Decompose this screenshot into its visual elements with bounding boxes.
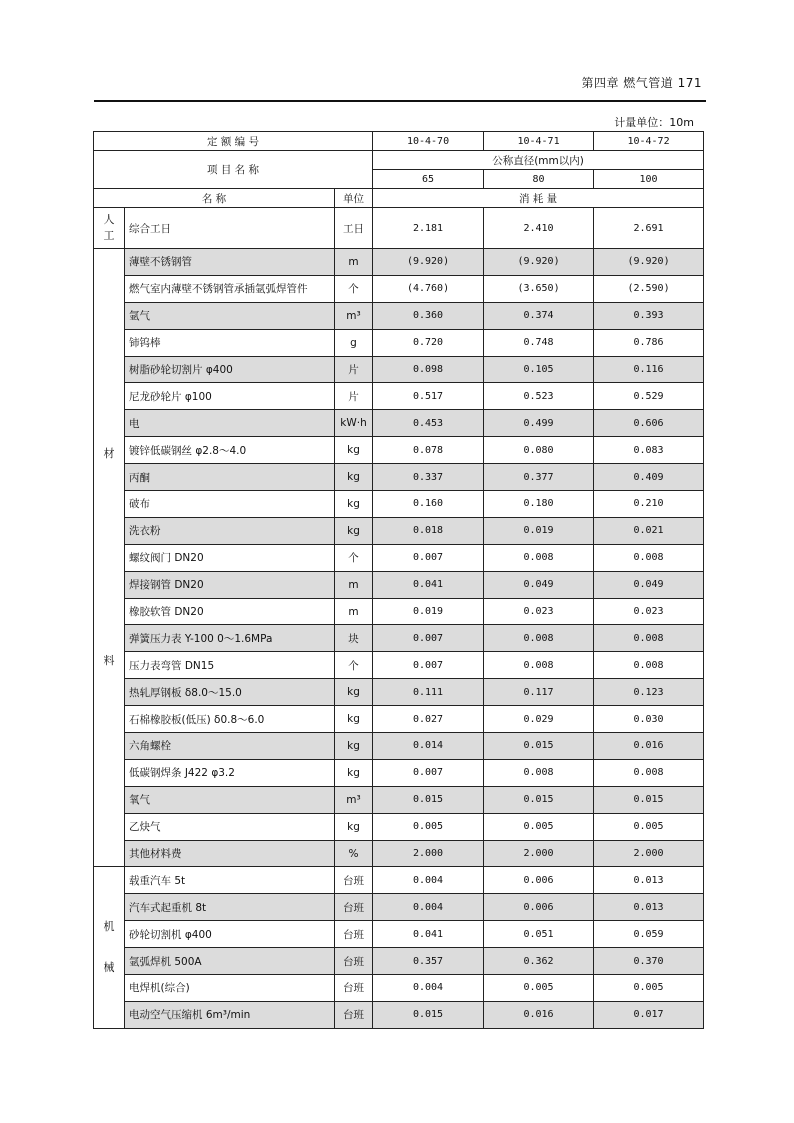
row-unit: 台班: [335, 948, 373, 975]
row-name: 镀锌低碳钢丝 φ2.8～4.0: [125, 437, 335, 464]
row-name: 燃气室内薄壁不锈钢管承插氩弧焊管件: [125, 275, 335, 302]
row-unit: g: [335, 329, 373, 356]
table-row: [94, 921, 704, 948]
row-value: 0.051: [484, 921, 594, 948]
row-value: 0.005: [594, 975, 704, 1002]
row-unit: kg: [335, 733, 373, 760]
row-unit: 台班: [335, 1001, 373, 1028]
row-value: 0.004: [373, 867, 484, 894]
category-char: 人: [103, 212, 115, 226]
row-value: (9.920): [373, 249, 484, 276]
row-unit: 个: [335, 652, 373, 679]
category-machine: [94, 867, 125, 1028]
row-unit: 工日: [335, 208, 373, 249]
table-row: [94, 571, 704, 598]
row-value: 0.008: [484, 625, 594, 652]
row-value: 0.029: [484, 706, 594, 733]
unit-note: 计量单位：10m: [614, 116, 694, 129]
row-value: 0.123: [594, 679, 704, 706]
row-value: 0.116: [594, 356, 704, 383]
row-name: 氩弧焊机 500A: [125, 948, 335, 975]
category-char: 材: [103, 447, 115, 461]
row-unit: kW·h: [335, 410, 373, 437]
table-row: [94, 759, 704, 786]
row-unit: 块: [335, 625, 373, 652]
row-value: 0.080: [484, 437, 594, 464]
row-value: 0.015: [484, 733, 594, 760]
row-value: 2.000: [594, 840, 704, 867]
table-row: [94, 813, 704, 840]
table-row: [94, 867, 704, 894]
row-value: 2.691: [594, 208, 704, 249]
row-name: 薄壁不锈钢管: [125, 249, 335, 276]
category-material: [94, 249, 125, 867]
table-row: [94, 383, 704, 410]
row-value: 0.606: [594, 410, 704, 437]
row-name: 橡胶软管 DN20: [125, 598, 335, 625]
row-value: 0.083: [594, 437, 704, 464]
table-row: [94, 249, 704, 276]
row-value: 0.006: [484, 894, 594, 921]
row-unit: kg: [335, 759, 373, 786]
row-value: 0.117: [484, 679, 594, 706]
param-value: 65: [373, 170, 484, 189]
quota-code: 10-4-71: [484, 132, 594, 151]
param-label: 公称直径(mm以内): [373, 151, 704, 170]
category-char: 工: [103, 229, 115, 242]
row-name: 焊接钢管 DN20: [125, 571, 335, 598]
row-unit: 个: [335, 544, 373, 571]
row-unit: m: [335, 571, 373, 598]
row-value: 0.016: [484, 1001, 594, 1028]
row-value: (9.920): [594, 249, 704, 276]
row-value: 0.017: [594, 1001, 704, 1028]
row-value: 0.111: [373, 679, 484, 706]
table-row: [94, 652, 704, 679]
row-name: 尼龙砂轮片 φ100: [125, 383, 335, 410]
row-name: 其他材料费: [125, 840, 335, 867]
row-value: 0.357: [373, 948, 484, 975]
row-value: 0.008: [484, 652, 594, 679]
row-value: (9.920): [484, 249, 594, 276]
table-row: [94, 786, 704, 813]
row-value: 0.007: [373, 652, 484, 679]
row-value: 0.529: [594, 383, 704, 410]
row-value: 0.008: [594, 544, 704, 571]
row-value: (3.650): [484, 275, 594, 302]
table-row: [94, 275, 704, 302]
table-row: [94, 840, 704, 867]
row-value: 0.004: [373, 894, 484, 921]
row-value: 0.008: [484, 544, 594, 571]
column-consumption-header: 消 耗 量: [373, 189, 704, 208]
header-rule: [94, 100, 706, 102]
row-value: 2.000: [373, 840, 484, 867]
row-value: 0.041: [373, 571, 484, 598]
table-row: [94, 598, 704, 625]
table-row: [94, 491, 704, 518]
row-value: 0.019: [484, 517, 594, 544]
row-value: 0.720: [373, 329, 484, 356]
row-name: 氩气: [125, 302, 335, 329]
row-value: 0.030: [594, 706, 704, 733]
table-row: [94, 356, 704, 383]
row-name: 电焊机(综合): [125, 975, 335, 1002]
row-value: 2.181: [373, 208, 484, 249]
table-row: [94, 517, 704, 544]
row-value: 0.015: [594, 786, 704, 813]
row-name: 电: [125, 410, 335, 437]
row-unit: 片: [335, 356, 373, 383]
table-row: [94, 544, 704, 571]
row-value: 0.018: [373, 517, 484, 544]
row-unit: 台班: [335, 894, 373, 921]
row-value: 0.013: [594, 894, 704, 921]
row-value: 0.005: [484, 813, 594, 840]
row-name: 汽车式起重机 8t: [125, 894, 335, 921]
column-name-header: 名 称: [94, 189, 335, 208]
table-row: [94, 302, 704, 329]
row-unit: 台班: [335, 921, 373, 948]
table-row: [94, 625, 704, 652]
row-unit: m³: [335, 302, 373, 329]
row-value: 0.453: [373, 410, 484, 437]
table-row: [94, 894, 704, 921]
row-unit: %: [335, 840, 373, 867]
row-value: 0.393: [594, 302, 704, 329]
column-unit-header: 单位: [335, 189, 373, 208]
row-unit: kg: [335, 464, 373, 491]
row-value: 0.008: [594, 625, 704, 652]
row-value: 0.023: [484, 598, 594, 625]
row-value: 0.098: [373, 356, 484, 383]
row-value: 2.000: [484, 840, 594, 867]
table-row: [94, 733, 704, 760]
row-name: 洗衣粉: [125, 517, 335, 544]
row-value: 0.016: [594, 733, 704, 760]
row-value: 0.210: [594, 491, 704, 518]
row-value: 0.015: [373, 786, 484, 813]
row-name: 铈钨棒: [125, 329, 335, 356]
row-name: 六角螺栓: [125, 733, 335, 760]
table-row: [94, 464, 704, 491]
row-value: 0.019: [373, 598, 484, 625]
table-row: [94, 706, 704, 733]
param-value: 100: [594, 170, 704, 189]
table-row: [94, 679, 704, 706]
row-name: 丙酮: [125, 464, 335, 491]
row-value: 0.748: [484, 329, 594, 356]
row-name: 热轧厚钢板 δ8.0～15.0: [125, 679, 335, 706]
table-row: [94, 948, 704, 975]
row-unit: kg: [335, 706, 373, 733]
row-value: 0.005: [594, 813, 704, 840]
row-value: 0.015: [484, 786, 594, 813]
row-name: 树脂砂轮切割片 φ400: [125, 356, 335, 383]
row-value: 0.049: [484, 571, 594, 598]
row-name: 电动空气压缩机 6m³/min: [125, 1001, 335, 1028]
running-header: 第四章 燃气管道 171: [581, 76, 702, 90]
row-value: 0.523: [484, 383, 594, 410]
category-labor: [94, 208, 125, 249]
row-name: 载重汽车 5t: [125, 867, 335, 894]
row-unit: m³: [335, 786, 373, 813]
row-unit: 台班: [335, 975, 373, 1002]
table-row: [94, 437, 704, 464]
table-row: [94, 329, 704, 356]
row-value: 0.337: [373, 464, 484, 491]
quota-code: 10-4-70: [373, 132, 484, 151]
row-value: (2.590): [594, 275, 704, 302]
category-char: 机: [103, 920, 115, 934]
row-value: 0.517: [373, 383, 484, 410]
row-value: 0.105: [484, 356, 594, 383]
category-char: 料: [103, 653, 115, 667]
row-unit: 片: [335, 383, 373, 410]
row-value: 0.008: [594, 652, 704, 679]
quota-code-label: 定 额 编 号: [94, 132, 373, 151]
row-value: 0.007: [373, 625, 484, 652]
row-unit: 台班: [335, 867, 373, 894]
row-value: 0.078: [373, 437, 484, 464]
row-value: 0.013: [594, 867, 704, 894]
row-value: 0.007: [373, 544, 484, 571]
row-unit: kg: [335, 813, 373, 840]
table-row: [94, 1001, 704, 1028]
row-value: 0.005: [373, 813, 484, 840]
row-name: 弹簧压力表 Y-100 0～1.6MPa: [125, 625, 335, 652]
row-name: 乙炔气: [125, 813, 335, 840]
row-unit: m: [335, 598, 373, 625]
row-unit: m: [335, 249, 373, 276]
row-value: (4.760): [373, 275, 484, 302]
row-name: 低碳钢焊条 J422 φ3.2: [125, 759, 335, 786]
row-value: 0.059: [594, 921, 704, 948]
row-name: 螺纹阀门 DN20: [125, 544, 335, 571]
row-value: 0.023: [594, 598, 704, 625]
row-value: 0.370: [594, 948, 704, 975]
row-unit: 个: [335, 275, 373, 302]
row-unit: kg: [335, 517, 373, 544]
row-value: 0.015: [373, 1001, 484, 1028]
table-row: [94, 410, 704, 437]
row-value: 0.027: [373, 706, 484, 733]
row-value: 0.005: [484, 975, 594, 1002]
item-name-label: 项 目 名 称: [94, 151, 373, 189]
table-row: [94, 975, 704, 1002]
quota-code: 10-4-72: [594, 132, 704, 151]
table-row: [94, 208, 704, 249]
row-name: 综合工日: [125, 208, 335, 249]
row-name: 氧气: [125, 786, 335, 813]
row-value: 0.786: [594, 329, 704, 356]
category-char: 械: [103, 960, 115, 974]
row-value: 0.006: [484, 867, 594, 894]
row-value: 0.374: [484, 302, 594, 329]
row-value: 0.362: [484, 948, 594, 975]
row-value: 0.409: [594, 464, 704, 491]
row-value: 0.377: [484, 464, 594, 491]
row-value: 0.160: [373, 491, 484, 518]
row-name: 破布: [125, 491, 335, 518]
row-name: 砂轮切割机 φ400: [125, 921, 335, 948]
row-value: 0.007: [373, 759, 484, 786]
row-value: 2.410: [484, 208, 594, 249]
param-value: 80: [484, 170, 594, 189]
row-value: 0.021: [594, 517, 704, 544]
row-value: 0.360: [373, 302, 484, 329]
row-value: 0.049: [594, 571, 704, 598]
row-value: 0.499: [484, 410, 594, 437]
row-value: 0.041: [373, 921, 484, 948]
quota-table: [93, 131, 704, 1029]
row-value: 0.008: [484, 759, 594, 786]
row-name: 压力表弯管 DN15: [125, 652, 335, 679]
row-value: 0.180: [484, 491, 594, 518]
row-unit: kg: [335, 491, 373, 518]
row-value: 0.008: [594, 759, 704, 786]
row-unit: kg: [335, 437, 373, 464]
row-value: 0.004: [373, 975, 484, 1002]
row-name: 石棉橡胶板(低压) δ0.8～6.0: [125, 706, 335, 733]
row-unit: kg: [335, 679, 373, 706]
row-value: 0.014: [373, 733, 484, 760]
